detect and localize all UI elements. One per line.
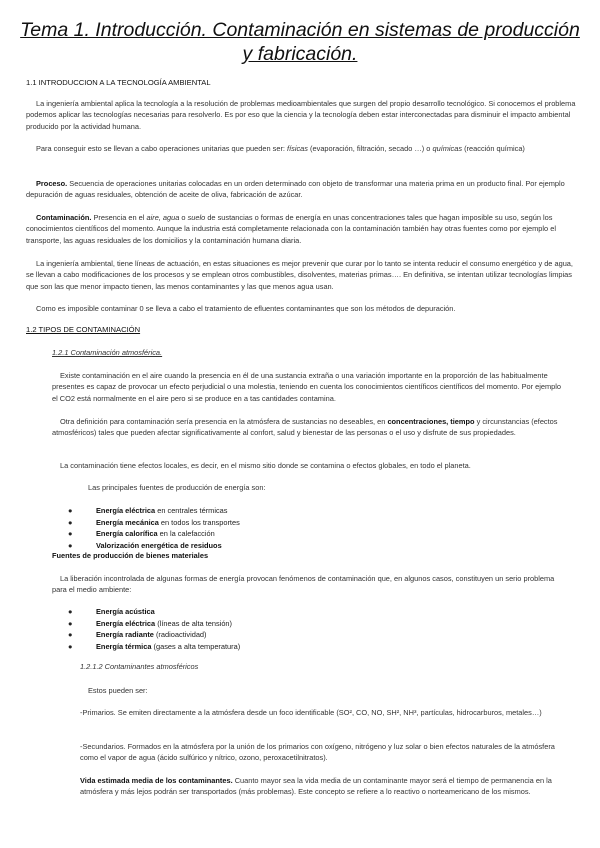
text-span: Para conseguir esto se llevan a cabo operaciones unitarias que pueden ser: xyxy=(36,144,288,153)
list-item xyxy=(68,629,568,641)
list-item-text: en la calefacción xyxy=(157,529,215,539)
text-span: y circunstancias (efectos atmosféricos) tales que pueden afectar significativamente al confort, salud y bienestar de las personas o el uso y disfrute de sus propiedades. xyxy=(52,417,558,438)
bullet-icon: ● xyxy=(68,630,73,640)
list-item-term: Energía acústica xyxy=(96,607,155,616)
term-fisicas: físicas xyxy=(287,144,308,153)
text-span: Cuanto mayor sea la vida media de un contaminante mayor será el tiempo de permanencia en la atmósfera y más lejos podrán ser transportados (más problemas). Este concepto se refiere a lo reactivo o norteamericano de los mismos. xyxy=(80,776,552,797)
text-span: Secuencia de operaciones unitarias colocadas en un orden determinado con objeto de transformar una materia prima en un producto final. Por ejemplo depuración de aguas residuales, obtención de aceite de oliva, fabricación de azúcar. xyxy=(26,179,565,200)
term-primarios: -Primarios. xyxy=(80,708,116,717)
paragraph-bienes-materiales: Fuentes de producción de bienes materiales xyxy=(52,551,209,560)
bullet-icon: ● xyxy=(68,517,73,527)
term-quimicas: químicas xyxy=(432,144,463,153)
term-aire-agua: aire, agua xyxy=(146,213,180,222)
list-item-term: Energía calorífica xyxy=(96,529,158,539)
term-vida-media: Vida estimada media de los contaminantes. xyxy=(80,776,233,785)
paragraph-lineas-actuacion: La ingeniería ambiental, tiene líneas de actuación, en estas situaciones es mejor prevenir que curar por lo tanto se intenta reducir el consumo energético y de agua, se llevan a cabo modificaciones de los procesos y se emplean otros combustibles, disolventes, materias primas…. En definitiva, se intentan utilizar tecnologías limpias que son las que menor impacto tienen, las menos contaminantes y las que menos agua usan. xyxy=(26,259,573,291)
list-item xyxy=(68,528,568,540)
paragraph-operations xyxy=(26,143,576,154)
text-span: Presencia en el xyxy=(91,213,147,222)
paragraph-contaminacion xyxy=(26,212,576,246)
paragraph-vida-media xyxy=(80,775,568,798)
section-heading-1-1: 1.1 INTRODUCCION A LA TECNOLOGÍA AMBIENTAL xyxy=(26,78,211,87)
paragraph-secundarios xyxy=(80,741,568,764)
list-item-text: (radioactividad) xyxy=(153,630,207,640)
bullet-icon: ● xyxy=(68,529,73,539)
text-span: de sustancias o formas de energía en unas concentraciones tales que hagan imposible su uso, según los conocimientos científicos del momento. Aunque la industria está completamente relacionada con la contaminación también hay otras fuentes como por ejemplo el transporte, las aguas residuales de los domicilios y la contaminación humana diaria. xyxy=(26,213,556,245)
text-span: (evaporación, filtración, secado …) o xyxy=(308,144,433,153)
term-suelo: suelo xyxy=(187,213,206,222)
list-item-term: Energía mecánica xyxy=(96,517,159,527)
paragraph-fuentes-energia: Las principales fuentes de producción de energía son: xyxy=(88,483,266,492)
list-item-text: en todos los transportes xyxy=(158,517,240,527)
term-proceso: Proceso. xyxy=(36,179,68,188)
list-item xyxy=(68,505,568,517)
paragraph-estos-pueden: Estos pueden ser: xyxy=(88,686,148,695)
list-item-term: Energía térmica xyxy=(96,641,152,651)
list-item-term: Valorización energética de residuos xyxy=(96,540,222,550)
paragraph-tratamiento: Como es imposible contaminar 0 se lleva a cabo el tratamiento de efluentes contaminantes que son los métodos de depuración. xyxy=(36,304,456,313)
bullet-icon: ● xyxy=(68,540,73,550)
paragraph-otra-definicion xyxy=(52,416,566,439)
list-item xyxy=(68,641,568,653)
list-item xyxy=(68,606,568,618)
list-item xyxy=(68,517,568,529)
list-item-term: Energía radiante xyxy=(96,630,154,640)
paragraph-proceso xyxy=(26,178,576,201)
bullet-icon: ● xyxy=(68,506,73,515)
text-span: o xyxy=(179,213,188,222)
list-item-text: (gases a alta temperatura) xyxy=(151,641,241,651)
section-heading-1-2: 1.2 TIPOS DE CONTAMINACIÓN xyxy=(26,325,141,334)
page-title: Tema 1. Introducción. Contaminación en sistemas de producción y fabricación. xyxy=(20,19,580,65)
text-span: Otra definición para contaminación sería presencia en la atmósfera de sustancias no deseables, en xyxy=(60,417,388,426)
text-span: (reacción química) xyxy=(462,144,525,153)
bullet-icon: ● xyxy=(68,618,73,628)
term-concentraciones: concentraciones, tiempo xyxy=(387,417,475,426)
paragraph-primarios xyxy=(80,707,568,718)
list-item xyxy=(68,618,568,630)
paragraph-aire: Existe contaminación en el aire cuando la presencia en él de una sustancia extraña o una variación importante en la proporción de las habitualmente presentes es capaz de provocar un efecto perjudicial o una molestia, teniendo en cuenta los conocimientos científicos científicos del momento. Por ejemplo el CO2 está normalmente en el aire pero si se produce en a tas cantidades contamina. xyxy=(52,371,562,403)
bullet-icon: ● xyxy=(68,641,73,651)
energy-pollution-list xyxy=(68,606,568,652)
paragraph-liberacion: La liberación incontrolada de algunas formas de energía provocan fenómenos de contaminación que, en algunos casos, constituyen un serio problema para el medio ambiente: xyxy=(52,574,555,595)
list-item-term: Energía eléctrica xyxy=(96,506,156,515)
paragraph-efectos: La contaminación tiene efectos locales, es decir, en el mismo sitio donde se contamina o efectos globales, en todo el planeta. xyxy=(60,461,471,470)
subsection-heading-1-2-1-2: 1.2.1.2 Contaminantes atmosféricos xyxy=(80,662,199,671)
bullet-icon: ● xyxy=(68,607,73,616)
list-item-text: (líneas de alta tensión) xyxy=(155,618,232,628)
text-span: Formados en la atmósfera por la unión de los primarios con oxígeno, nitrógeno y luz solar o bien efectos naturales de la atmósfera como el vapor de agua (ácido sulfúrico y nítrico, ozono, peroxacetilnitratos). xyxy=(80,742,555,763)
paragraph-intro: La ingeniería ambiental aplica la tecnología a la resolución de problemas medioambientales que surgen del propio desarrollo tecnológico. Si conocemos el problema podemos aplicar las tecnologías necesarias para resolverlo. Es por eso que la ciencia y la tecnología deben estar interconectadas para disminuir el impacto ambiental producido por la actividad humana. xyxy=(26,99,576,131)
text-span: Se emiten directamente a la atmósfera desde un foco identificable (SO², CO, NO, SH², NH³, partículas, hidrocarburos, metales…) xyxy=(115,708,542,717)
list-item-term: Energía eléctrica xyxy=(96,618,156,628)
list-item-text: en centrales térmicas xyxy=(155,506,228,515)
energy-sources-list xyxy=(68,505,568,551)
term-secundarios: -Secundarios. xyxy=(80,742,126,751)
subsection-heading-1-2-1: 1.2.1 Contaminación atmosférica. xyxy=(52,348,163,357)
term-contaminacion: Contaminación. xyxy=(36,213,92,222)
